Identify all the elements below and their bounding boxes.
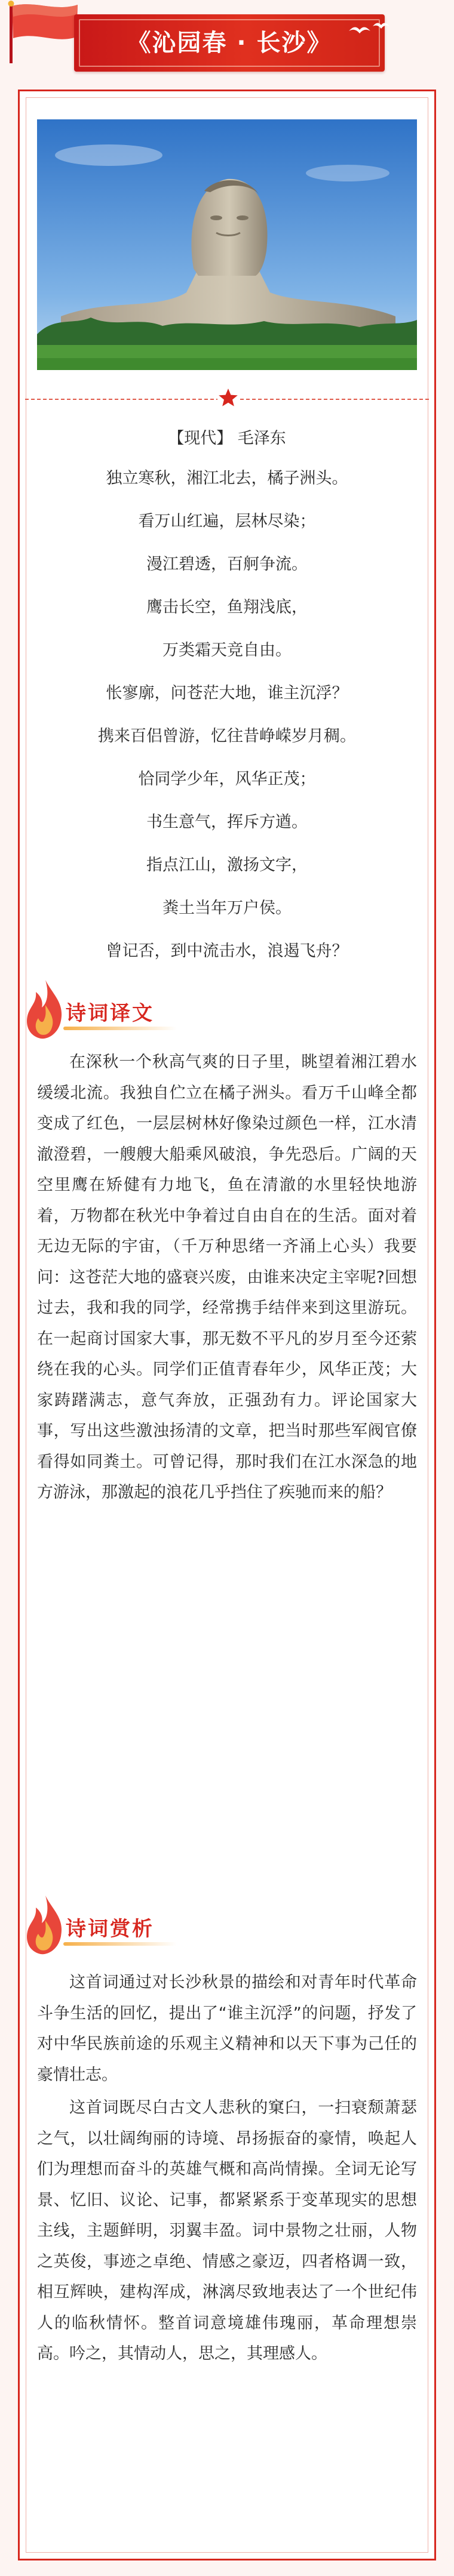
page-title: 《沁园春 · 长沙》 <box>127 29 332 57</box>
sculpture-photo <box>37 119 417 370</box>
poem-line: 漫江碧透，百舸争流。 <box>146 555 308 574</box>
poem-line: 粪土当年万户侯。 <box>162 899 292 917</box>
poem-line: 独立寒秋，湘江北去，橘子洲头。 <box>106 469 348 488</box>
heading-underline <box>63 1942 177 1946</box>
flame-icon <box>22 976 69 1042</box>
poem-line: 万类霜天竞自由。 <box>162 641 292 660</box>
top-banner <box>0 0 454 84</box>
translation-paragraph: 在深秋一个秋高气爽的日子里，眺望着湘江碧水缓缓北流。我独自伫立在橘子洲头。看万千山峰全都变成了红色，一层层树林好像染过颜色一样，江水清澈澄碧，一艘艘大船乘风破浪，争先恐后。广阔的天空里鹰在矫健有力地飞，鱼在清澈的水里轻快地游着，万物都在秋光中争着过自由自在的生活。面对着无边无际的宇宙，（千万种思绪一齐涌上心头）我要问：这苍茫大地的盛衰兴废，由谁来决定主宰呢?回想过去，我和我的同学，经常携手结伴来到这里游玩。在一起商讨国家大事，那无数不平凡的岁月至今还萦绕在我的心头。同学们正值青春年少，风华正茂；大家踌躇满志，意气奔放，正强劲有力。评论国家大事，写出这些激浊扬清的文章，把当时那些军阀官僚看得如同粪土。可曾记得，那时我们在江水深急的地方游泳，那激起的浪花几乎挡住了疾驰而来的船？ <box>37 1053 417 1502</box>
appreciation-title: 诗词赏析 <box>66 1917 154 1941</box>
appreciation-paragraph: 这首词通过对长沙秋景的描绘和对青年时代革命斗争生活的回忆，提出了“谁主沉浮”的问题，抒发了对中华民族前途的乐观主义精神和以天下事为己任的豪情壮志。 <box>37 1973 417 2084</box>
poem-line: 恰同学少年，风华正茂； <box>138 770 316 788</box>
poem-line: 鹰击长空，鱼翔浅底， <box>146 598 308 617</box>
poem-line: 指点江山，激扬文字， <box>146 856 308 874</box>
poem-line: 怅寥廓，问苍茫大地，谁主沉浮？ <box>106 684 348 702</box>
poem-line: 携来百侣曾游，忆往昔峥嵘岁月稠。 <box>98 727 356 745</box>
translation-heading <box>22 976 260 1042</box>
poem-author: 【现代】 毛泽东 <box>168 429 286 448</box>
appreciation-heading <box>22 1892 260 1958</box>
flying-birds-icon <box>346 18 394 42</box>
poem-text <box>37 420 417 973</box>
flame-icon <box>22 1892 69 1958</box>
translation-title: 诗词译文 <box>66 1002 154 1025</box>
poem-line: 书生意气，挥斥方遒。 <box>146 813 308 831</box>
appreciation-paragraph: 这首词既尽白古文人悲秋的窠臼，一扫衰颓萧瑟之气，以壮阔绚丽的诗境、昂扬振奋的豪情，唤起人们为理想而奋斗的英雄气概和高尚情操。全词无论写景、忆旧、议论、记事，都紧紧系于变革现实的思想主线，主题鲜明，羽翼丰盈。词中景物之壮丽，人物之英俊，事迹之卓绝、情感之豪迈，四者格调一致，相互辉映，建构浑成，淋漓尽致地表达了一个世纪伟人的临秋情怀。整首词意境雄伟瑰丽，革命理想崇高。吟之，其情动人，思之，其理感人。 <box>37 2099 417 2363</box>
poem-line: 看万山红遍，层林尽染； <box>138 512 316 531</box>
poem-line: 曾记否，到中流击水，浪遏飞舟？ <box>106 942 348 960</box>
red-star-icon <box>217 387 239 408</box>
heading-underline <box>63 1027 177 1030</box>
